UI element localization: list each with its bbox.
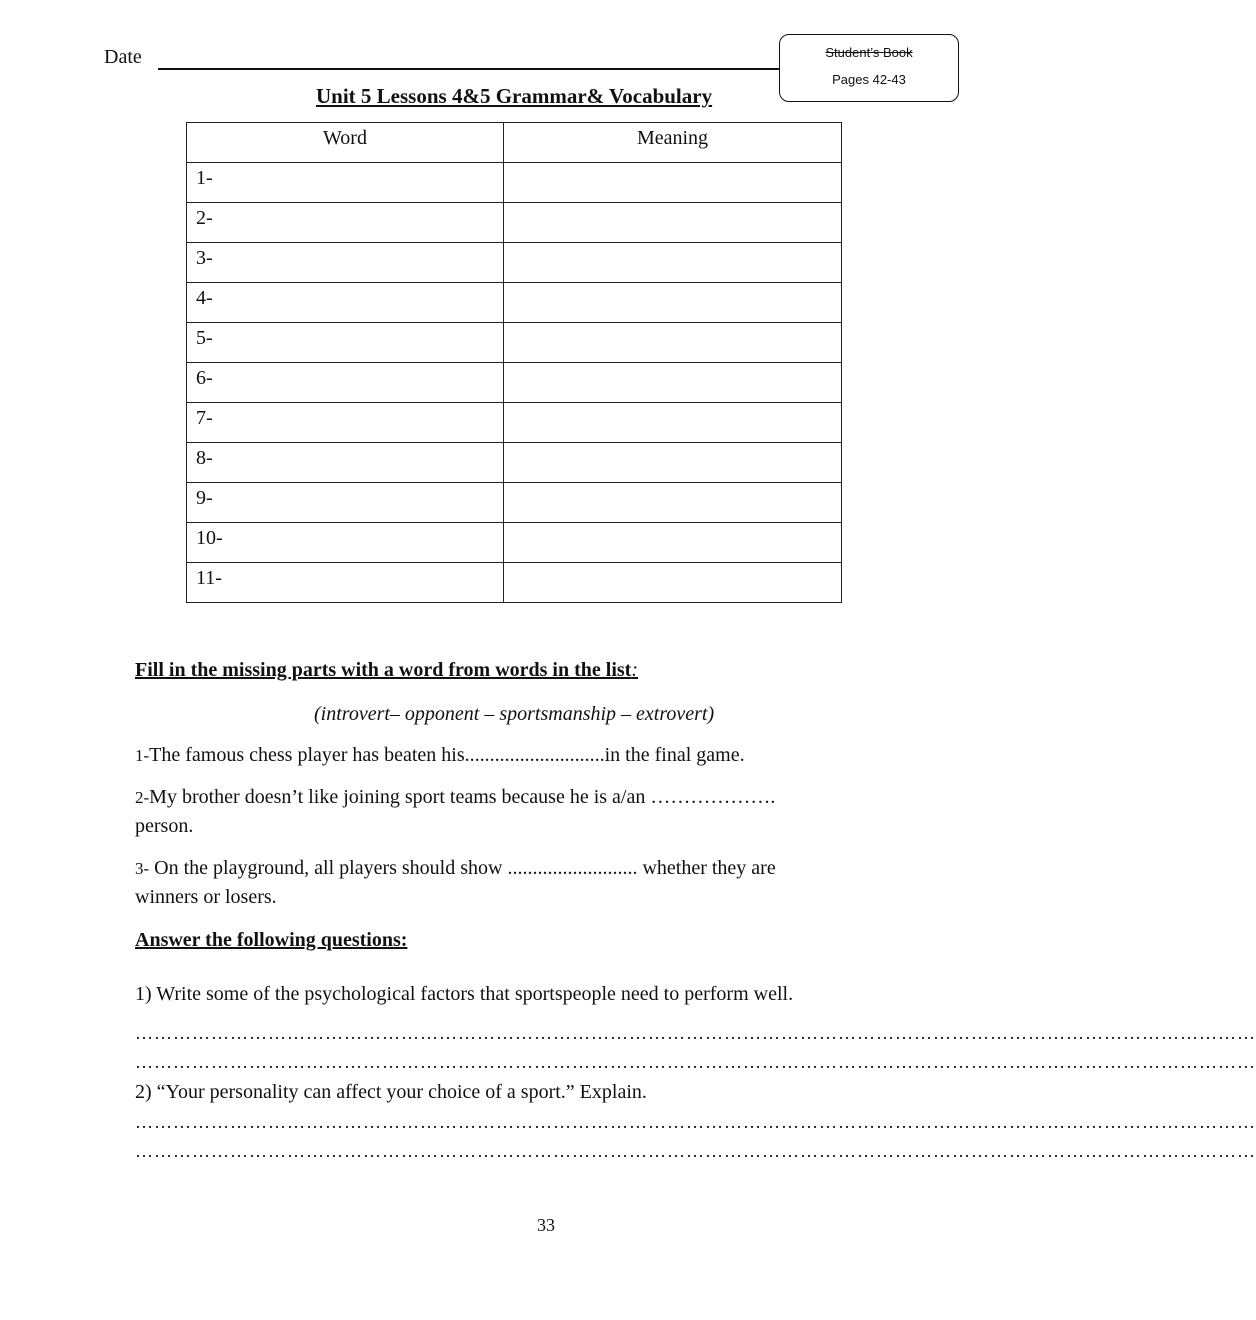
fill-item-2-continued: person. [135,815,194,837]
vocabulary-table [186,122,842,603]
word-cell[interactable]: 7- [187,403,504,443]
fill-heading-text: Fill in the missing parts with a word from words in the list [135,659,632,681]
item-text: The famous chess player has beaten his............................in the final game. [149,744,745,766]
fill-item-1 [135,744,745,767]
item-number: 2- [135,788,150,807]
fill-section-heading [135,659,638,682]
meaning-cell[interactable] [504,523,842,563]
table-row [187,203,842,243]
meaning-cell[interactable] [504,363,842,403]
word-cell[interactable]: 5- [187,323,504,363]
word-cell[interactable]: 6- [187,363,504,403]
fill-item-2 [135,786,775,809]
column-header-meaning: Meaning [504,123,842,163]
table-row [187,283,842,323]
questions-heading: Answer the following questions: [135,929,408,951]
meaning-cell[interactable] [504,323,842,363]
item-text: My brother doesn’t like joining sport teams because he is a/an ………………. [149,786,776,808]
fill-heading-colon: : [631,659,638,681]
table-row [187,523,842,563]
date-input-line[interactable] [158,68,780,70]
table-row [187,563,842,603]
word-cell[interactable]: 3- [187,243,504,283]
fill-item-3-continued: winners or losers. [135,886,277,908]
item-number: 1- [135,746,150,765]
question-2: 2) “Your personality can affect your choice of a sport.” Explain. [135,1081,647,1103]
table-row [187,363,842,403]
table-row [187,443,842,483]
meaning-cell[interactable] [504,483,842,523]
meaning-cell[interactable] [504,403,842,443]
column-header-word: Word [187,123,504,163]
word-cell[interactable]: 2- [187,203,504,243]
word-cell[interactable]: 9- [187,483,504,523]
meaning-cell[interactable] [504,283,842,323]
fill-item-3 [135,857,776,880]
question-1: 1) Write some of the psychological factors that sportspeople need to perform well. [135,983,794,1005]
page-number: 33 [537,1215,555,1235]
meaning-cell[interactable] [504,243,842,283]
word-cell[interactable]: 1- [187,163,504,203]
table-row [187,243,842,283]
students-book-badge [779,34,959,102]
word-cell[interactable]: 4- [187,283,504,323]
word-cell[interactable]: 11- [187,563,504,603]
date-label: Date [104,46,142,68]
badge-book-label: Student’s Book [825,45,913,60]
answer-line[interactable]: …………………………………………………………………………………………………………………………………………………………… [135,1141,1256,1161]
answer-line[interactable]: …………………………………………………………………………………………………………………………………………………………… [135,1112,1256,1132]
word-cell[interactable]: 10- [187,523,504,563]
answer-line[interactable]: …………………………………………………………………………………………………………………………………………………………… [135,1052,1256,1072]
table-row [187,403,842,443]
meaning-cell[interactable] [504,563,842,603]
meaning-cell[interactable] [504,443,842,483]
item-text: On the playground, all players should show .......................... whether they are [149,857,776,879]
table-row [187,323,842,363]
page-title: Unit 5 Lessons 4&5 Grammar& Vocabulary [316,84,713,108]
word-cell[interactable]: 8- [187,443,504,483]
meaning-cell[interactable] [504,163,842,203]
table-row [187,163,842,203]
table-row [187,483,842,523]
badge-pages-label: Pages 42-43 [832,72,906,87]
answer-line[interactable]: …………………………………………………………………………………………………………………………………………………………… [135,1023,1256,1043]
word-list: (introvert– opponent – sportsmanship – extrovert) [314,703,715,725]
item-number: 3- [135,859,150,878]
meaning-cell[interactable] [504,203,842,243]
